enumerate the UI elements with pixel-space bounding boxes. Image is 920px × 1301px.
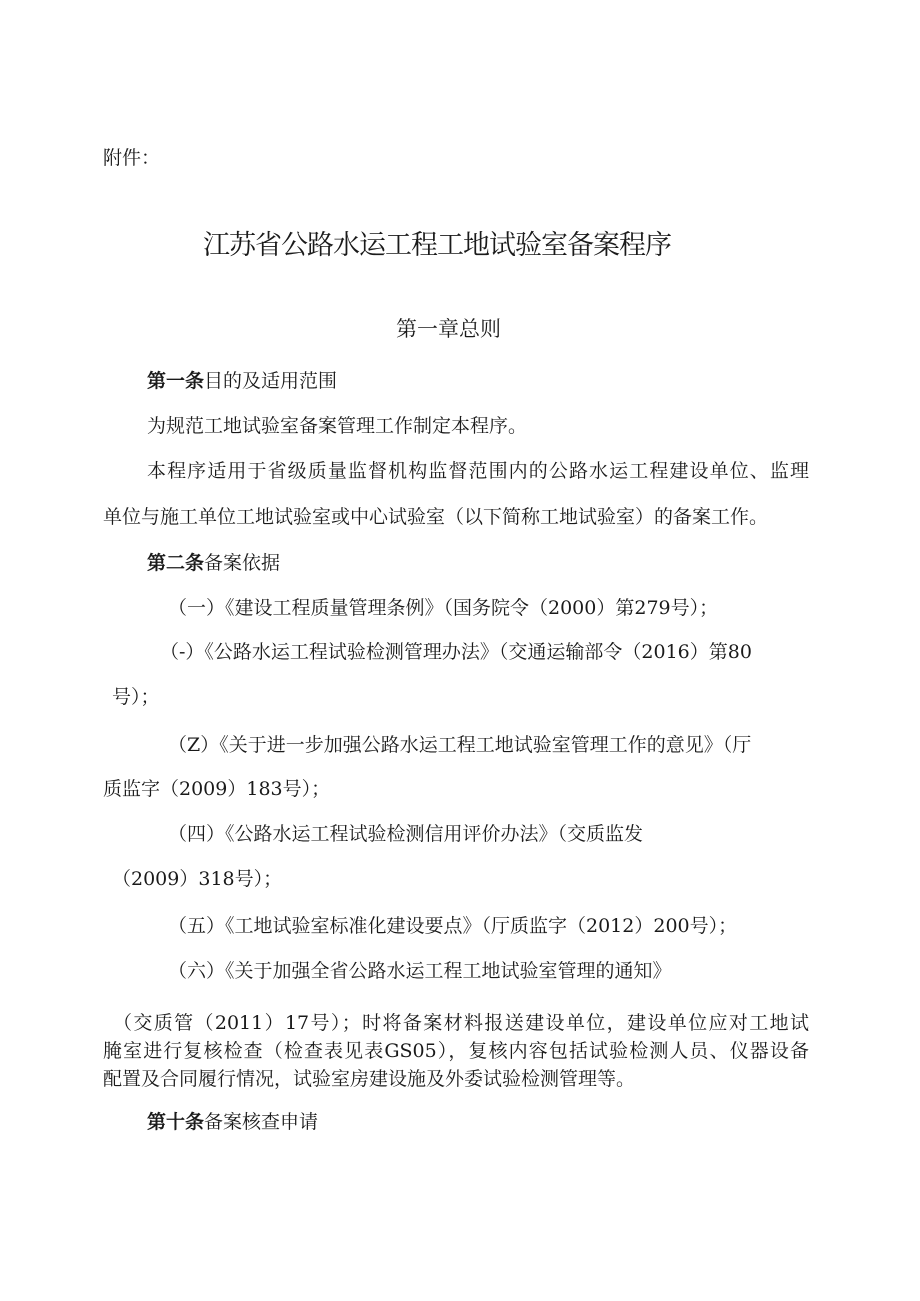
article-1-number: 第一条 <box>147 370 205 392</box>
continuation-line-1: （交质管（2011）17号）；时将备案材料报送建设单位，建设单位应对工地试 <box>113 1012 809 1034</box>
basis-item-3: （Z）《关于进一步加强公路水运工程工地试验室管理工作的意见》（厅 <box>168 734 752 756</box>
continuation-line-3: 配置及合同履行情况，试验室房建设施及外委试验检测管理等。 <box>103 1068 636 1090</box>
article-10-number: 第十条 <box>147 1111 205 1133</box>
chapter-title: 第一章总则 <box>396 317 501 341</box>
article-1-paragraph-1: 为规范工地试验室备案管理工作制定本程序。 <box>147 415 528 437</box>
article-2-heading <box>147 551 280 575</box>
basis-item-1: （一）《建设工程质量管理条例》（国务院令（2000）第279号）； <box>168 597 719 619</box>
attachment-label: 附件： <box>103 147 161 169</box>
article-10-title: 备案核查申请 <box>204 1111 319 1133</box>
continuation-line-2: 腌室进行复核检查（检查表见表GS05），复核内容包括试验检测人员、仪器设备 <box>103 1040 809 1062</box>
article-2-number: 第二条 <box>147 552 205 574</box>
article-1-paragraph-2-line-2: 单位与施工单位工地试验室或中心试验室（以下简称工地试验室）的备案工作。 <box>103 506 769 528</box>
basis-item-4: （四）《公路水运工程试验检测信用评价办法》（交质监发 <box>168 823 644 845</box>
basis-item-6: （六）《关于加强全省公路水运工程工地试验室管理的通知》 <box>168 960 672 982</box>
article-10-heading <box>147 1110 318 1134</box>
article-2-title: 备案依据 <box>204 552 281 574</box>
article-1-paragraph-2-line-1: 本程序适用于省级质量监督机构监督范围内的公路水运工程建设单位、监理 <box>147 460 809 482</box>
basis-item-3-cont: 质监字（2009）183号）； <box>103 778 331 800</box>
basis-item-2-cont: 号）； <box>112 686 160 708</box>
basis-item-2: （-）《公路水运工程试验检测管理办法》（交通运输部令（2016）第80 <box>160 641 752 663</box>
article-1-heading <box>147 369 337 393</box>
article-1-title: 目的及适用范围 <box>204 370 338 392</box>
basis-item-4-cont: （2009）318号）； <box>112 868 283 890</box>
document-title: 江苏省公路水运工程工地试验室备案程序 <box>203 230 671 261</box>
basis-item-5: （五）《工地试验室标准化建设要点》（厅质监字（2012）200号）； <box>168 915 738 937</box>
